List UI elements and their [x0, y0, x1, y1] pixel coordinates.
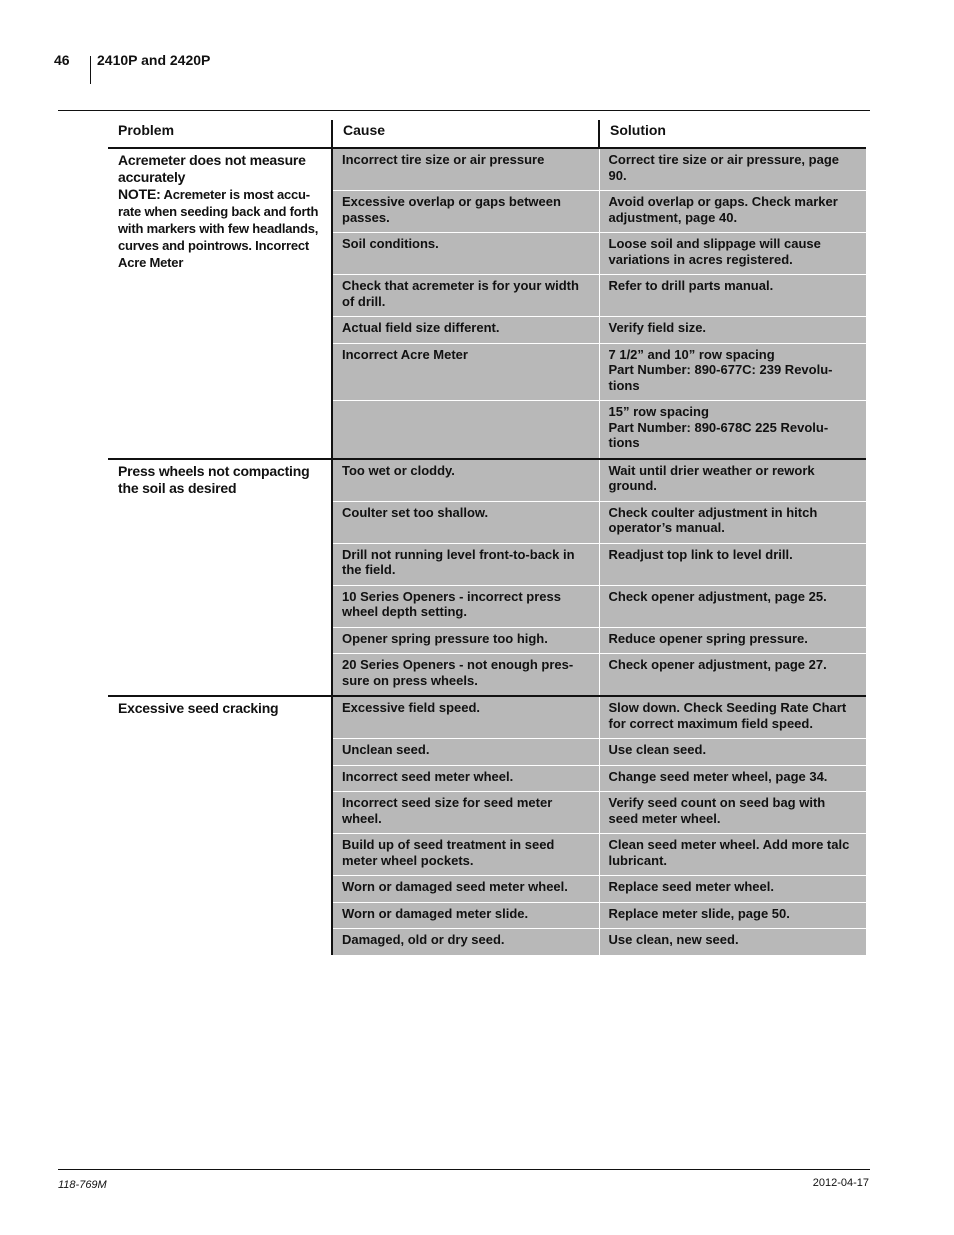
solution-cell: Verify seed count on seed bag with seed meter wheel.: [599, 792, 866, 834]
problem-note: [118, 187, 318, 270]
solution-line: 7 1/2” and 10” row spacing: [608, 346, 775, 362]
bottom-rule: [58, 1169, 870, 1170]
cause-cell: 10 Series Openers - incorrect press wheel depth setting.: [332, 585, 599, 627]
solution-cell: Refer to drill parts manual.: [599, 275, 866, 317]
table-row: [108, 148, 866, 191]
solution-cell: Check opener adjustment, page 27.: [599, 654, 866, 697]
column-header-problem: Problem: [108, 120, 332, 148]
column-header-solution: Solution: [599, 120, 866, 148]
cause-cell: Actual field size different.: [332, 317, 599, 344]
cause-cell: Opener spring pressure too high.: [332, 627, 599, 654]
note-label: NOTE:: [118, 186, 161, 202]
cause-cell: Too wet or cloddy.: [332, 459, 599, 502]
solution-cell: Check coulter adjustment in hitch operator’s manual.: [599, 501, 866, 543]
cause-cell: Worn or damaged meter slide.: [332, 902, 599, 929]
solution-cell: [599, 401, 866, 459]
cause-cell: Excessive overlap or gaps between passes.: [332, 191, 599, 233]
note-text: Acremeter is most accu- rate when seeding back and forth with markers with few headlands, curves and pointrows. Incorrect Acre Meter: [118, 187, 319, 270]
cause-cell: Build up of seed treatment in seed meter wheel pockets.: [332, 834, 599, 876]
column-header-cause: Cause: [332, 120, 599, 148]
cause-cell: Incorrect seed meter wheel.: [332, 765, 599, 792]
solution-cell: Avoid overlap or gaps. Check marker adjustment, page 40.: [599, 191, 866, 233]
solution-cell: Replace seed meter wheel.: [599, 876, 866, 903]
solution-cell: Reduce opener spring pressure.: [599, 627, 866, 654]
solution-cell: Check opener adjustment, page 25.: [599, 585, 866, 627]
document-title: 2410P and 2420P: [97, 52, 211, 68]
solution-cell: Correct tire size or air pressure, page 90.: [599, 148, 866, 191]
solution-line: Part Number: 890-678C 225 Revolu- tions: [608, 419, 829, 450]
solution-cell: Clean seed meter wheel. Add more talc lubricant.: [599, 834, 866, 876]
solution-line: 15” row spacing: [608, 404, 709, 419]
cause-cell: [332, 401, 599, 459]
solution-cell: [599, 343, 866, 401]
solution-cell: Change seed meter wheel, page 34.: [599, 765, 866, 792]
solution-cell: Replace meter slide, page 50.: [599, 902, 866, 929]
header-divider: [90, 56, 91, 84]
cause-cell: Incorrect seed size for seed meter wheel.: [332, 792, 599, 834]
cause-cell: Drill not running level front-to-back in the field.: [332, 543, 599, 585]
cause-cell: Incorrect tire size or air pressure: [332, 148, 599, 191]
cause-cell: Worn or damaged seed meter wheel.: [332, 876, 599, 903]
solution-line: Part Number: 890-677C: 239 Revolu- tions: [608, 362, 833, 393]
table-row: [108, 459, 866, 502]
problem-title: Excessive seed cracking: [118, 700, 279, 716]
cause-cell: Damaged, old or dry seed.: [332, 929, 599, 955]
solution-cell: Verify field size.: [599, 317, 866, 344]
solution-cell: Slow down. Check Seeding Rate Chart for correct maximum field speed.: [599, 696, 866, 739]
document-date: 2012-04-17: [812, 1177, 869, 1189]
cause-cell: Unclean seed.: [332, 739, 599, 766]
problem-title: Acremeter does not measure accurately: [118, 152, 306, 185]
troubleshooting-table: [108, 120, 866, 955]
cause-cell: Soil conditions.: [332, 233, 599, 275]
cause-cell: Check that acremeter is for your width of drill.: [332, 275, 599, 317]
solution-cell: Use clean, new seed.: [599, 929, 866, 955]
cause-cell: Coulter set too shallow.: [332, 501, 599, 543]
top-rule: [58, 110, 870, 111]
cause-cell: Incorrect Acre Meter: [332, 343, 599, 401]
problem-cell: [108, 696, 332, 955]
problem-cell: [108, 459, 332, 697]
table-header-row: [108, 120, 866, 148]
problem-cell: [108, 148, 332, 459]
solution-cell: Use clean seed.: [599, 739, 866, 766]
table-row: [108, 696, 866, 739]
page-number: 46: [54, 52, 70, 68]
document-number: 118-769M: [58, 1179, 107, 1191]
solution-cell: Loose soil and slippage will cause variations in acres registered.: [599, 233, 866, 275]
problem-title: Press wheels not compacting the soil as desired: [118, 462, 310, 496]
cause-cell: 20 Series Openers - not enough pres- sure on press wheels.: [332, 654, 599, 697]
solution-cell: Wait until drier weather or rework ground.: [599, 459, 866, 502]
cause-cell: Excessive field speed.: [332, 696, 599, 739]
solution-cell: Readjust top link to level drill.: [599, 543, 866, 585]
